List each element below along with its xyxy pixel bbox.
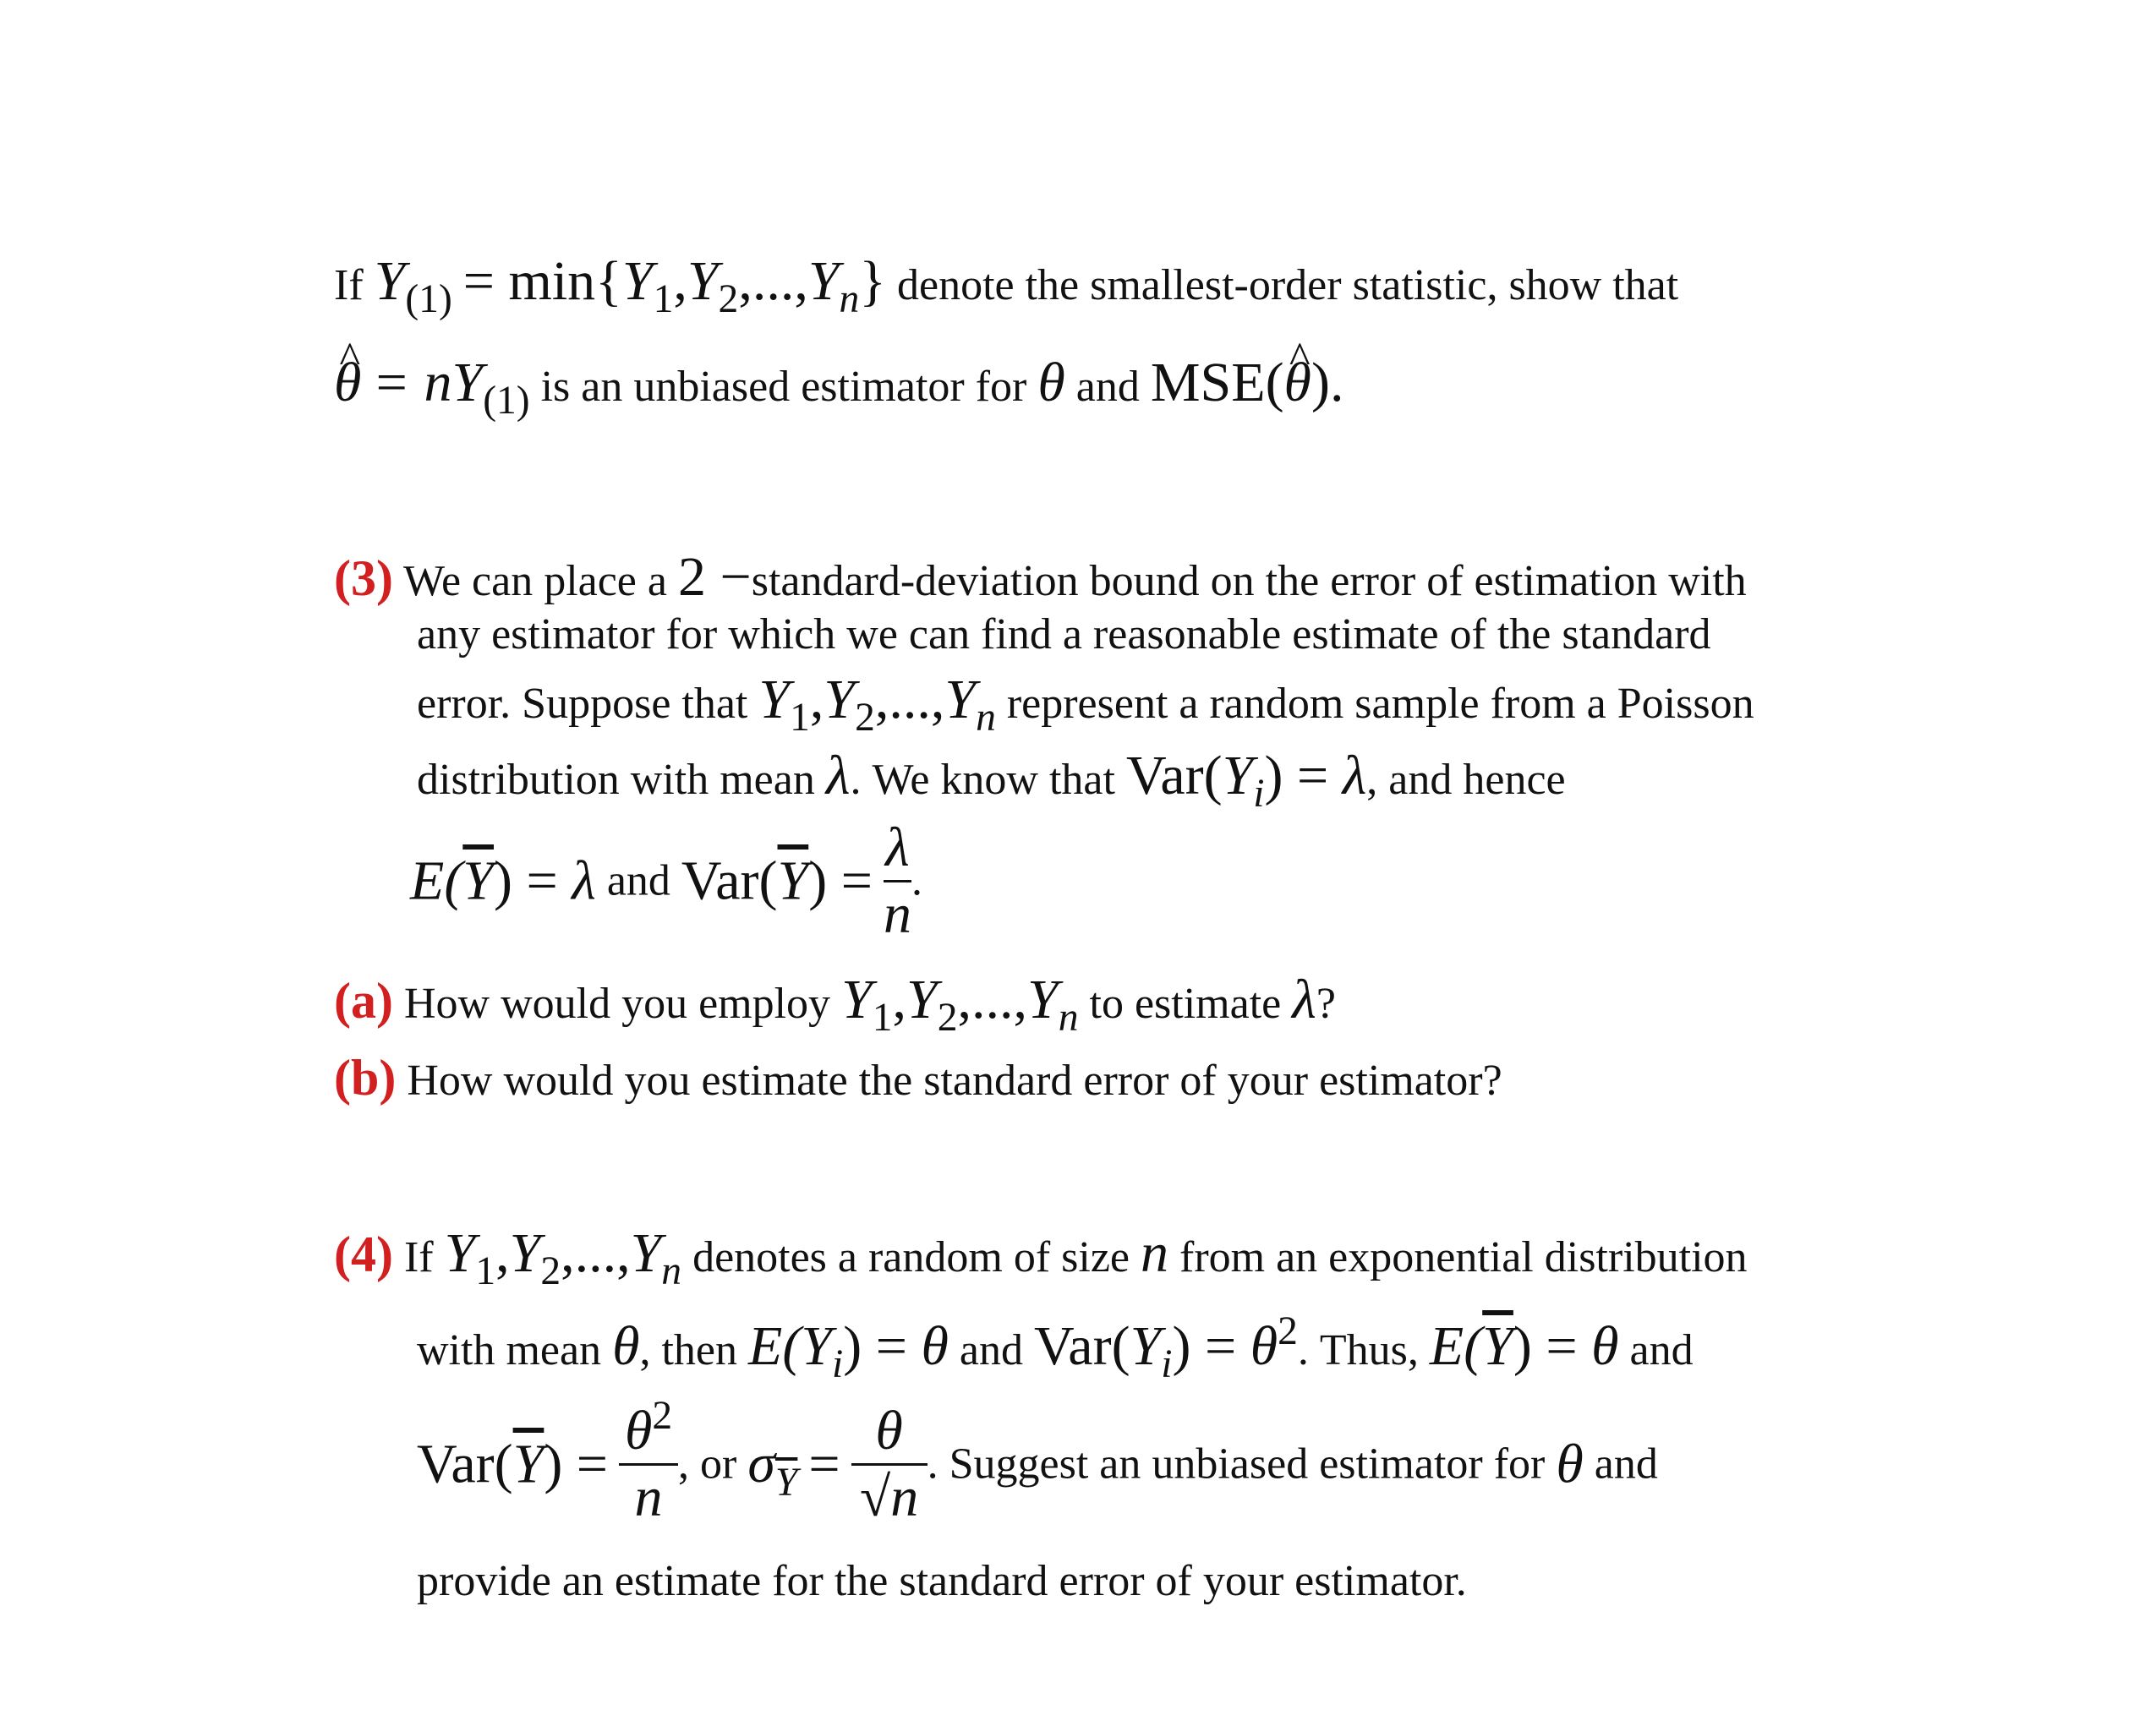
e-ybar-expr: $E(\overline{Y}) = \lambda$	[410, 850, 596, 912]
p4-line2	[417, 1309, 1694, 1387]
part-b-label: (b)	[334, 1050, 397, 1106]
part-a-text-2: to estimate	[1089, 980, 1282, 1028]
p3-part-a: (a) How would you employ $Y_1,Y_2,...,Y_n$ to estimate λ?	[334, 969, 1336, 1041]
p3-line4-text-b: . We know that	[850, 756, 1115, 804]
p2-line2	[334, 352, 1344, 423]
p2-if: If	[334, 261, 364, 309]
p4-thus: . Thus,	[1297, 1326, 1419, 1374]
p3-line1-text-a: We can place a	[403, 557, 667, 605]
p3-line3	[417, 669, 1754, 740]
lambda-over-n-fraction: $\frac{\lambda}{n}$	[883, 817, 911, 945]
theta-sq-over-n-fraction: $\frac{\theta^2}{n}$	[619, 1399, 678, 1530]
p4-if: If	[403, 1233, 434, 1281]
part-a-lambda: λ	[1292, 969, 1316, 1030]
p3-line4-text-c: , and hence	[1366, 756, 1566, 804]
theta-over-sqrt-n-fraction: $\frac{\theta}{√n}$	[851, 1399, 928, 1530]
p4-line2-text-a: with mean	[417, 1326, 602, 1374]
part-a-label: (a)	[334, 973, 393, 1029]
problem-number-4: (4)	[334, 1227, 393, 1282]
p3-line1-text-b: standard-deviation bound on the error of estimation with	[751, 557, 1747, 605]
var-yi-expr: $Var(Y_i) = \lambda$	[1125, 745, 1367, 817]
p4-then: , then	[639, 1326, 738, 1374]
p3-line3-text-a: error. Suppose that	[417, 680, 748, 728]
p4-or: , or	[678, 1440, 737, 1489]
p4-var-ybar: $Var(\overline{Y})$ =	[417, 1433, 609, 1495]
p4-and-2: and	[1629, 1326, 1694, 1374]
part-b-text: How would you estimate the standard error of your estimator?	[407, 1057, 1502, 1105]
p4-and-1: and	[959, 1326, 1023, 1374]
problem-number-3: (3)	[334, 550, 393, 606]
part-a-seq: $Y_1,Y_2,...,Y_n$	[841, 969, 1079, 1041]
p4-line3-and: and	[1594, 1440, 1658, 1489]
p3-line2: any estimator for which we can find a reasonable estimate of the standard	[417, 610, 1711, 658]
n-symbol: n	[1141, 1222, 1168, 1284]
p3-part-b	[334, 1050, 1502, 1106]
p4-line3	[417, 1394, 1658, 1530]
p2-min-expr: = $\min\{Y_1,Y_2,...,Y_n\}$	[462, 250, 886, 322]
p4-e-ybar: $E(\overline{Y}) = \theta$	[1429, 1315, 1619, 1377]
p2-estimator: = $nY_{(1)}$	[372, 352, 530, 423]
theta-symbol: θ	[1037, 352, 1065, 413]
p3-and: and	[606, 856, 670, 905]
mse-expr: MSE(^ θ).	[1151, 352, 1344, 413]
p4-line4: provide an estimate for the standard error of your estimator.	[417, 1557, 1467, 1605]
lambda-symbol: λ	[825, 745, 851, 806]
p3-line4	[417, 745, 1566, 817]
p4-line1-text-b: denotes a random of size	[692, 1233, 1130, 1281]
sample-seq: $Y_1,Y_2,...,Y_n$	[758, 669, 996, 740]
p2-line1	[334, 250, 1679, 322]
var-ybar-expr: $Var(\overline{Y})$ =	[681, 850, 873, 912]
p4-var-yi: $Var(Y_i) = \theta^2$	[1033, 1309, 1298, 1387]
sigma-ybar: $\sigma_{\overline{Y}}$	[747, 1433, 798, 1505]
p4-line3-text: . Suggest an unbiased estimator for	[927, 1440, 1546, 1489]
p2-y1-symbol: $Y_{(1)}$	[374, 250, 452, 322]
p4-line1	[334, 1222, 1748, 1294]
p3-line4-text-a: distribution with mean	[417, 756, 815, 804]
two-sigma-expr: 2 −	[677, 546, 752, 608]
p3-line5: $E(\overline{Y}) = \lambda$ and $Var(\overline{Y})$ = $\frac{\lambda}{n}$ .	[410, 817, 922, 945]
p4-theta: θ	[612, 1315, 640, 1377]
theta-hat: ^ θ	[334, 355, 361, 411]
part-a-text-1: How would you employ	[403, 980, 831, 1028]
p4-line3-theta: θ	[1556, 1433, 1584, 1495]
p4-line1-text-c: from an exponential distribution	[1179, 1233, 1748, 1281]
p4-equals: =	[808, 1433, 840, 1495]
p3-line3-text-b: represent a random sample from a Poisson	[1006, 680, 1754, 728]
p2-line1-text: denote the smallest-order statistic, show that	[896, 261, 1679, 309]
p2-and: and	[1075, 363, 1140, 411]
p4-e-yi: $E(Y_i) = \theta$	[748, 1315, 949, 1387]
p2-line2-text1: is an unbiased estimator for	[540, 363, 1027, 411]
p3-line1	[334, 546, 1747, 608]
p4-seq: $Y_1,Y_2,...,Y_n$	[444, 1222, 682, 1294]
